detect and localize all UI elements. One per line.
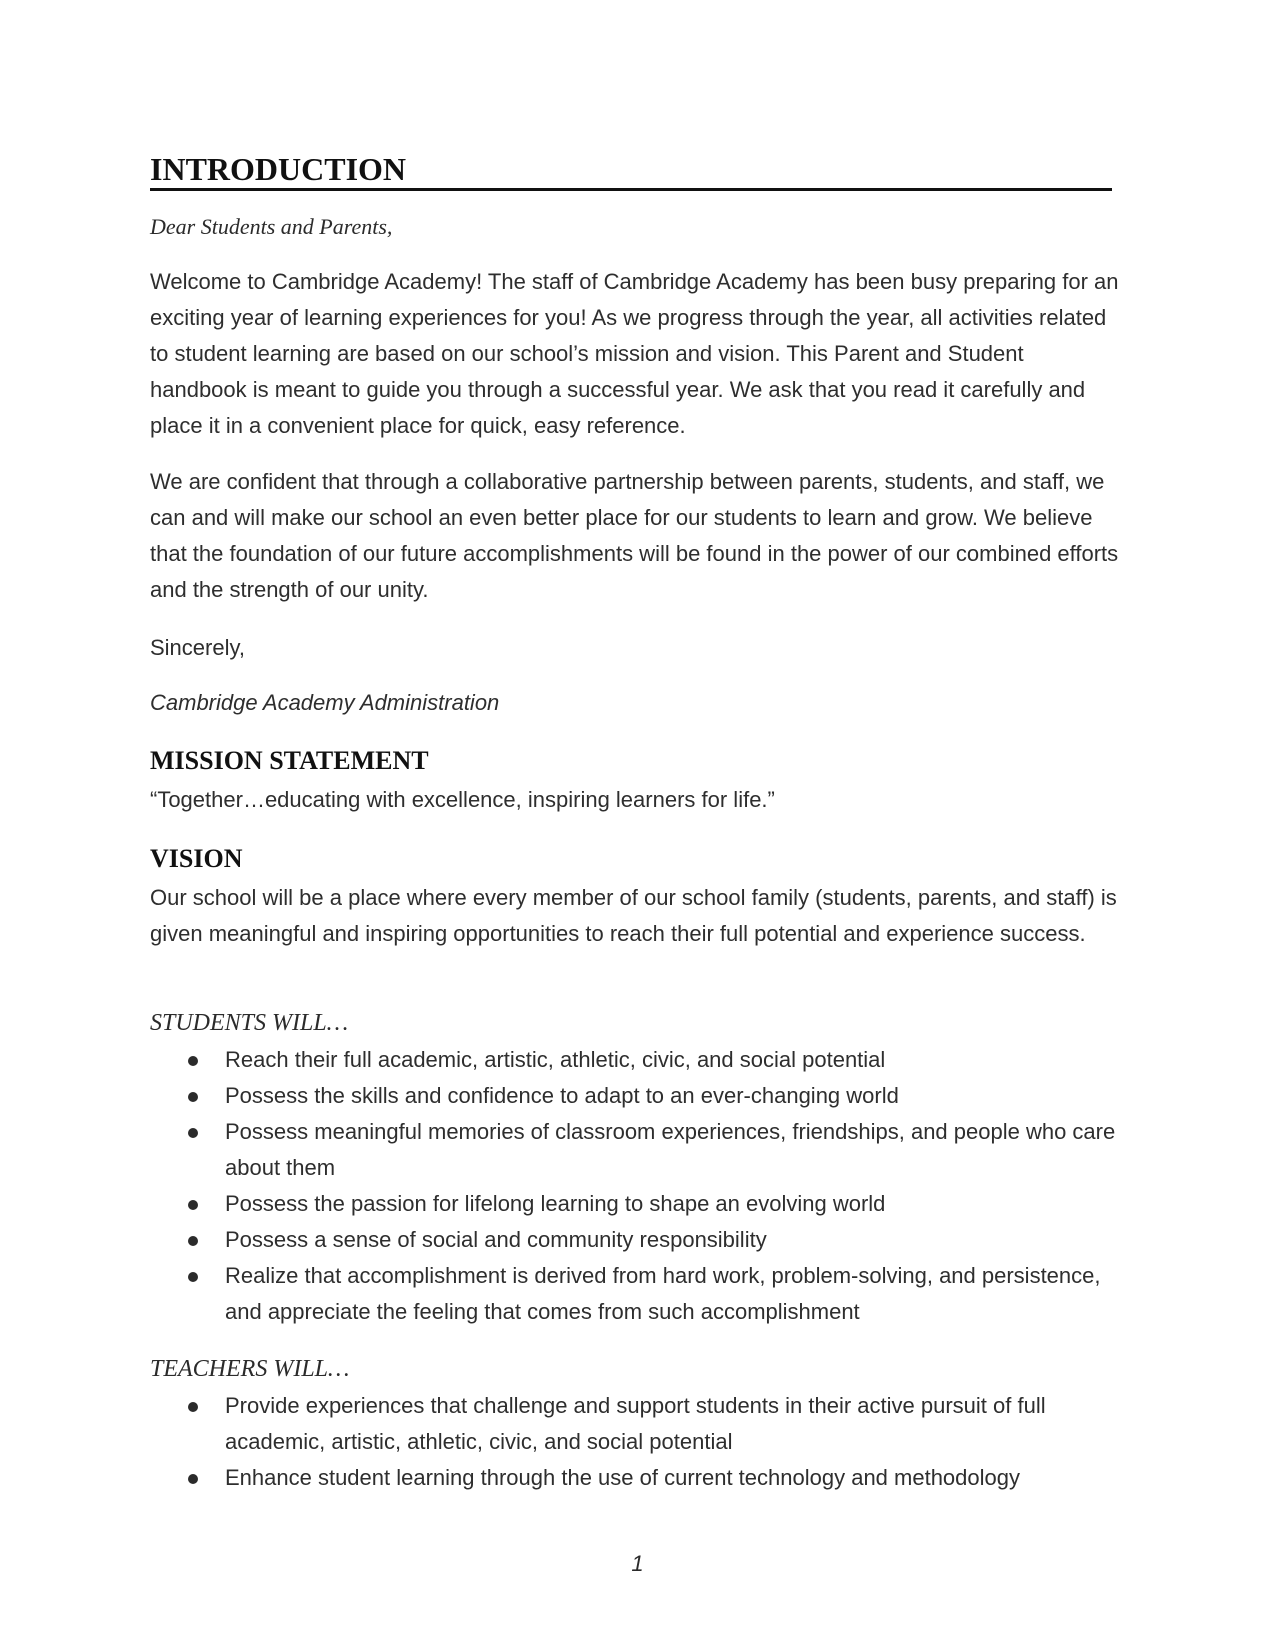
mission-heading: MISSION STATEMENT: [150, 746, 429, 775]
mission-text: “Together…educating with excellence, inspiring learners for life.”: [150, 787, 775, 812]
page-number: 1: [631, 1551, 644, 1576]
vision-text: Our school will be a place where every member of our school family (students, parents, and staff) is given meaningful and inspiring opportunities to reach their full potential and experience success.: [150, 885, 1117, 946]
bullet-icon: [188, 1402, 198, 1412]
bullet-icon: [188, 1092, 198, 1102]
list-item: [150, 1388, 1116, 1460]
list-item: [150, 1186, 1116, 1222]
bullet-icon: [188, 1128, 198, 1138]
welcome-paragraph: Welcome to Cambridge Academy! The staff of Cambridge Academy has been busy preparing for an exciting year of learning experiences for you! As we progress through the year, all activities related to student learning are based on our school’s mission and vision. This Parent and Student handbook is meant to guide you through a successful year. We ask that you read it carefully and place it in a convenient place for quick, easy reference.: [150, 269, 1119, 438]
bullet-icon: [188, 1236, 198, 1246]
vision-heading: VISION: [150, 844, 243, 873]
bullet-icon: [188, 1272, 198, 1282]
list-item: [150, 1258, 1116, 1330]
list-item-text: Possess a sense of social and community responsibility: [225, 1227, 767, 1252]
students-will-list: [150, 1042, 1116, 1330]
bullet-icon: [188, 1200, 198, 1210]
handbook-page: [150, 150, 1119, 1490]
list-item-text: Possess the skills and confidence to adapt to an ever-changing world: [225, 1083, 899, 1108]
list-item-text: Provide experiences that challenge and support students in their active pursuit of full academic, artistic, athletic, civic, and social potential: [225, 1393, 1046, 1454]
list-item-text: Enhance student learning through the use of current technology and methodology: [225, 1465, 1020, 1490]
teachers-will-heading: TEACHERS WILL…: [150, 1356, 350, 1382]
list-item: [150, 1222, 1116, 1258]
teachers-will-list: [150, 1388, 1116, 1496]
salutation: Dear Students and Parents,: [150, 214, 393, 239]
list-item: [150, 1460, 1116, 1496]
list-item-text: Possess the passion for lifelong learning to shape an evolving world: [225, 1191, 886, 1216]
list-item: [150, 1114, 1116, 1186]
list-item-text: Realize that accomplishment is derived from hard work, problem-solving, and persistence, and appreciate the feeling that comes from such accomplishment: [225, 1263, 1101, 1324]
list-item: [150, 1042, 1116, 1078]
students-will-heading: STUDENTS WILL…: [150, 1010, 349, 1036]
list-item: [150, 1078, 1116, 1114]
list-item-text: Reach their full academic, artistic, athletic, civic, and social potential: [225, 1047, 886, 1072]
introduction-heading: INTRODUCTION: [150, 150, 1112, 191]
list-item-text: Possess meaningful memories of classroom experiences, friendships, and people who care about them: [225, 1119, 1116, 1180]
partnership-paragraph: We are confident that through a collaborative partnership between parents, students, and staff, we can and will make our school an even better place for our students to learn and grow. We believe that the foundation of our future accomplishments will be found in the power of our combined efforts and the strength of our unity.: [150, 469, 1119, 602]
signature: Cambridge Academy Administration: [150, 690, 500, 715]
closing: Sincerely,: [150, 635, 245, 660]
bullet-icon: [188, 1056, 198, 1066]
bullet-icon: [188, 1474, 198, 1484]
